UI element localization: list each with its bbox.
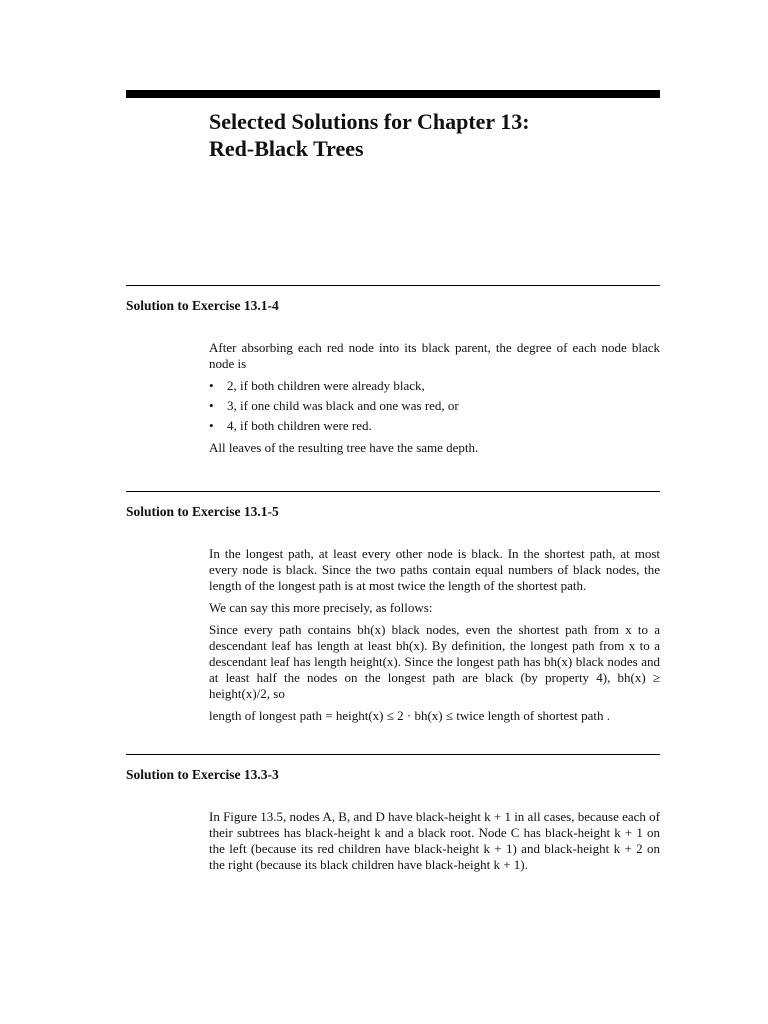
paragraph: Since every path contains bh(x) black nodes, even the shortest path from x to a descendant leaf has length at least bh(x). By definition, the longest path from x to a descendant leaf has length height(x). Since the longest path has bh(x) black nodes and at least half the nodes on the longest path are black (by property 4), bh(x) ≥ height(x)/2, so (209, 622, 660, 701)
section-body (209, 546, 660, 724)
paragraph: All leaves of the resulting tree have the same depth. (209, 440, 479, 455)
math-inequality: length of longest path = height(x) ≤ 2 · bh(x) ≤ twice length of shortest path . (209, 708, 611, 723)
bullet-icon: • (209, 418, 214, 433)
chapter-title-line1: Selected Solutions for Chapter 13: (209, 109, 530, 134)
paragraph: In the longest path, at least every other node is black. In the shortest path, at most every node is black. Since the two paths contain equal numbers of black nodes, the length of the longest path is at most twice the length of the shortest path. (209, 546, 660, 593)
section-heading: Solution to Exercise 13.1-5 (126, 504, 279, 519)
section-body (209, 340, 660, 456)
list-item: • 2, if both children were already black, (209, 378, 425, 393)
solution-13-1-4 (126, 285, 660, 462)
paragraph: After absorbing each red node into its black parent, the degree of each node black node is (209, 340, 660, 371)
paragraph: In Figure 13.5, nodes A, B, and D have black-height k + 1 in all cases, because each of their subtrees has black-height k and a black root. Node C has black-height k + 1 on the left (because its red children have black-height k + 1) and black-height k + 2 on the right (because its black children have black-height k + 1). (209, 809, 661, 872)
chapter-title-line2: Red-Black Trees (209, 136, 364, 161)
top-rule (126, 90, 660, 98)
solution-13-3-3 (126, 754, 660, 879)
bullet-list (209, 378, 660, 434)
solution-13-1-5 (126, 491, 660, 730)
section-heading: Solution to Exercise 13.1-4 (126, 298, 279, 313)
section-rule (126, 491, 660, 492)
list-item: • 4, if both children were red. (209, 418, 372, 433)
section-rule (126, 285, 660, 286)
bullet-icon: • (209, 398, 214, 413)
list-item: • 3, if one child was black and one was red, or (209, 398, 459, 413)
section-rule (126, 754, 660, 755)
section-body (209, 809, 660, 873)
bullet-icon: • (209, 378, 214, 393)
paragraph: We can say this more precisely, as follows: (209, 600, 433, 615)
chapter-title (209, 108, 660, 162)
section-heading: Solution to Exercise 13.3-3 (126, 767, 279, 782)
